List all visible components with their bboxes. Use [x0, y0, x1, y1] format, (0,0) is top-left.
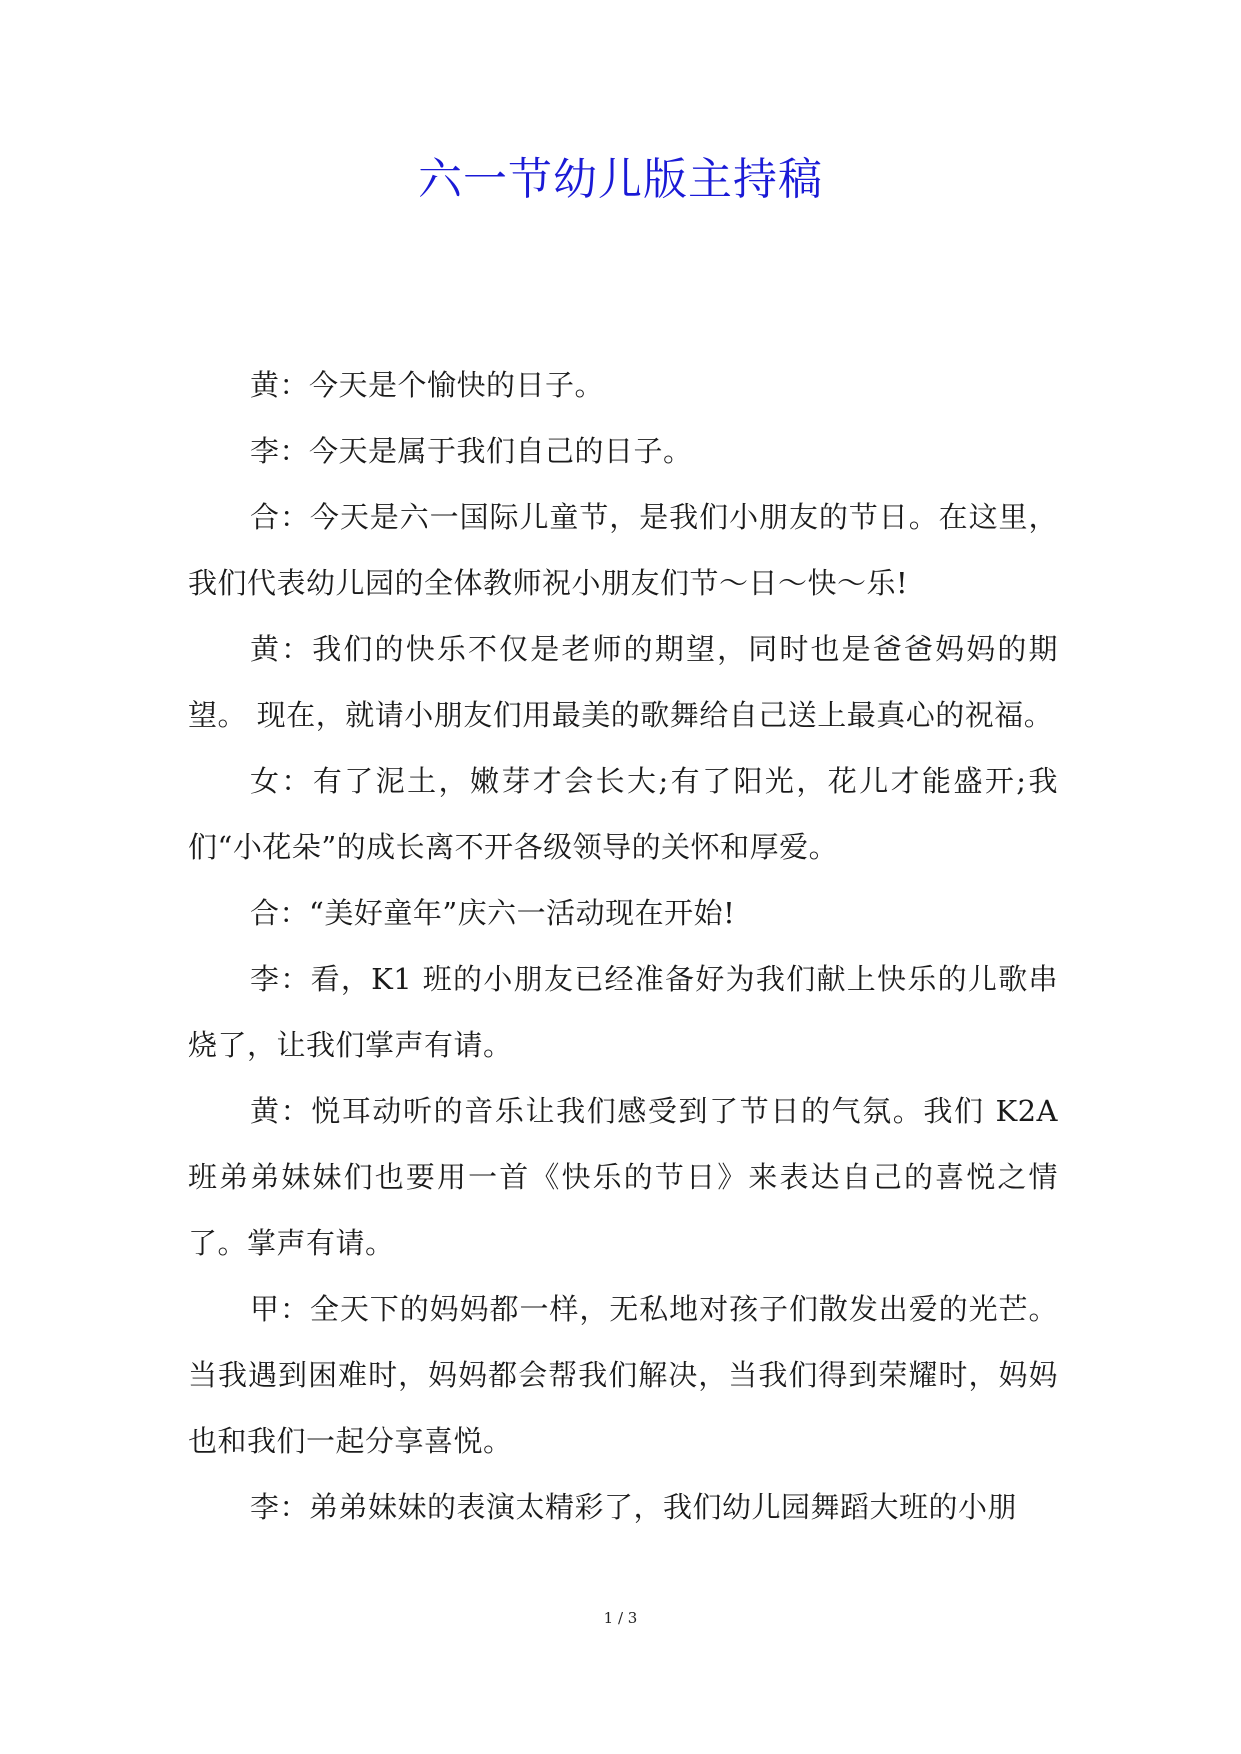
paragraph: 合：今天是六一国际儿童节，是我们小朋友的节日。在这里，我们代表幼儿园的全体教师祝小朋友们节～日～快～乐!	[188, 500, 1058, 600]
paragraph: 黄：悦耳动听的音乐让我们感受到了节日的气氛。我们 K2A 班弟弟妹妹们也要用一首《快乐的节日》来表达自己的喜悦之情了。掌声有请。	[188, 1094, 1058, 1260]
paragraph: 李：弟弟妹妹的表演太精彩了，我们幼儿园舞蹈大班的小朋	[250, 1490, 1018, 1524]
paragraph: 李：今天是属于我们自己的日子。	[250, 434, 693, 468]
paragraph: 黄：今天是个愉快的日子。	[250, 368, 605, 402]
paragraph: 女：有了泥土，嫩芽才会长大;有了阳光，花儿才能盛开;我们“小花朵”的成长离不开各级领导的关怀和厚爱。	[188, 764, 1058, 864]
page-number: 1 / 3	[603, 1609, 638, 1627]
paragraph: 合：“美好童年”庆六一活动现在开始!	[250, 896, 736, 930]
paragraph: 甲：全天下的妈妈都一样，无私地对孩子们散发出爱的光芒。当我遇到困难时，妈妈都会帮我们解决，当我们得到荣耀时，妈妈也和我们一起分享喜悦。	[188, 1292, 1058, 1458]
paragraph: 黄：我们的快乐不仅是老师的期望，同时也是爸爸妈妈的期望。 现在，就请小朋友们用最美的歌舞给自己送上最真心的祝福。	[188, 632, 1058, 732]
document-title: 六一节幼儿版主持稿	[418, 154, 823, 205]
paragraph: 李：看，K1 班的小朋友已经准备好为我们献上快乐的儿歌串烧了，让我们掌声有请。	[188, 962, 1058, 1062]
document-body	[188, 352, 1058, 1540]
